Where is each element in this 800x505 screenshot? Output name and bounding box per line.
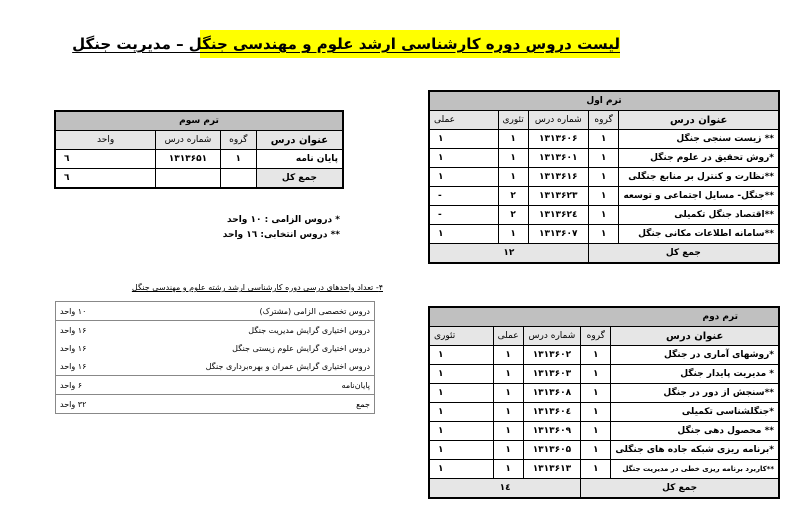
unit-label: پایان‌نامه xyxy=(134,376,375,395)
unit-value: ۱۶ واحد xyxy=(60,325,87,335)
course-group: ۱ xyxy=(581,346,611,365)
term2-heading: ترم دوم xyxy=(429,307,779,327)
table-row xyxy=(55,150,343,169)
table-row xyxy=(429,206,779,225)
table-row xyxy=(56,302,375,321)
unit-label: دروس اختیاری گرایش عمران و بهره‌برداری جنگل xyxy=(134,357,375,376)
col-course-code: شماره درس xyxy=(528,111,588,130)
course-group: ۱ xyxy=(581,422,611,441)
col-units: واحد xyxy=(55,131,156,150)
course-code: ۱۳۱۳۶۵۱ xyxy=(156,150,220,169)
course-theory: ۱ xyxy=(498,149,528,168)
term1-total-value: ۱۲ xyxy=(429,244,588,264)
course-name: ** محصول دهی جنگل xyxy=(611,422,779,441)
course-name: * مدیریت پایدار جنگل xyxy=(611,365,779,384)
table-row xyxy=(56,376,375,395)
course-name: ** زیست سنجی جنگل xyxy=(619,130,779,149)
course-name: پایان نامه xyxy=(256,150,343,169)
col-course-title: عنوان درس xyxy=(611,327,779,346)
unit-value: ۱۰ واحد xyxy=(56,302,135,321)
course-practical: ۱ xyxy=(429,130,498,149)
section4-title: ۴- تعداد واحدهای درسی دوره کارشناسی ارشد رشته علوم و مهندسی جنگل xyxy=(131,283,383,292)
course-practical: - xyxy=(429,206,498,225)
col-theory: تئوری xyxy=(429,327,493,346)
table-row xyxy=(429,225,779,244)
course-theory: ۱ xyxy=(429,346,493,365)
course-name: *روش تحقیق در علوم جنگل xyxy=(619,149,779,168)
course-group: ۱ xyxy=(588,168,619,187)
course-code: ۱۳۱۳۶۱۳ xyxy=(523,460,581,479)
course-code: ۱۳۱۳۶۰۷ xyxy=(528,225,588,244)
course-code: ۱۳۱۳۶۰٤ xyxy=(523,403,581,422)
col-practical: عملی xyxy=(493,327,523,346)
table-row xyxy=(429,365,779,384)
table-row xyxy=(429,130,779,149)
course-code: ۱۳۱۳۶۲٤ xyxy=(528,206,588,225)
course-group: ۱ xyxy=(581,384,611,403)
term2-table xyxy=(428,306,780,499)
course-name: **سامانه اطلاعات مکانی جنگل xyxy=(619,225,779,244)
course-group: ۱ xyxy=(581,441,611,460)
table-row xyxy=(56,321,375,340)
empty-cell xyxy=(156,169,220,189)
table-row xyxy=(429,168,779,187)
course-practical: ۱ xyxy=(429,225,498,244)
col-course-code: شماره درس xyxy=(523,327,581,346)
course-theory: ۲ xyxy=(498,187,528,206)
course-practical: ۱ xyxy=(429,149,498,168)
course-code: ۱۳۱۳۶۰۵ xyxy=(523,441,581,460)
course-practical: ۱ xyxy=(493,403,523,422)
units-summary-table xyxy=(55,301,375,414)
col-course-code: شماره درس xyxy=(156,131,220,150)
course-group: ۱ xyxy=(220,150,256,169)
empty-cell xyxy=(220,169,256,189)
table-row xyxy=(429,441,779,460)
course-group: ۱ xyxy=(588,225,619,244)
unit-value: ۱۶ واحد xyxy=(56,357,135,376)
course-practical: - xyxy=(429,187,498,206)
course-units: ٦ xyxy=(55,150,156,169)
unit-value: ۶ واحد xyxy=(56,376,135,395)
col-group: گروه xyxy=(220,131,256,150)
course-theory: ۱ xyxy=(429,422,493,441)
course-code: ۱۳۱۳۶۲۳ xyxy=(528,187,588,206)
col-group: گروه xyxy=(581,327,611,346)
table-row xyxy=(429,346,779,365)
course-theory: ۱ xyxy=(498,130,528,149)
course-code: ۱۳۱۳۶۰۹ xyxy=(523,422,581,441)
table-row xyxy=(429,422,779,441)
course-name: **نظارت و کنترل بر منابع جنگلی xyxy=(619,168,779,187)
course-practical: ۱ xyxy=(493,422,523,441)
term2-total-value: ۱٤ xyxy=(429,479,581,499)
course-code: ۱۳۱۳۶۱۶ xyxy=(528,168,588,187)
course-practical: ۱ xyxy=(493,384,523,403)
col-group: گروه xyxy=(588,111,619,130)
term2-total-label: جمع کل xyxy=(581,479,779,499)
table-row xyxy=(429,149,779,168)
course-code: ۱۳۱۳۶۰۱ xyxy=(528,149,588,168)
col-course-title: عنوان درس xyxy=(619,111,779,130)
course-theory: ۱ xyxy=(498,225,528,244)
course-group: ۱ xyxy=(588,206,619,225)
unit-label: دروس تخصصی الزامی (مشترک) xyxy=(134,302,375,321)
course-group: ۱ xyxy=(581,403,611,422)
course-name: *جنگلشناسی تکمیلی xyxy=(611,403,779,422)
unit-label: جمع xyxy=(356,399,370,409)
term1-total-label: جمع کل xyxy=(588,244,779,264)
col-theory: تئوری xyxy=(498,111,528,130)
course-practical: ۱ xyxy=(493,365,523,384)
course-name: **اقتصاد جنگل تکمیلی xyxy=(619,206,779,225)
course-practical: ۱ xyxy=(493,441,523,460)
course-group: ۱ xyxy=(581,365,611,384)
course-code: ۱۳۱۳۶۰۶ xyxy=(528,130,588,149)
course-group: ۱ xyxy=(588,130,619,149)
course-name: **سنجش از دور در جنگل xyxy=(611,384,779,403)
course-theory: ۱ xyxy=(429,441,493,460)
col-course-title: عنوان درس xyxy=(256,131,343,150)
elective-note: ** دروس انتخابی: ۱٦ واحد xyxy=(222,230,340,240)
course-theory: ۱ xyxy=(429,403,493,422)
course-practical: ۱ xyxy=(429,168,498,187)
unit-label: دروس اختیاری گرایش مدیریت جنگل xyxy=(248,325,370,335)
table-row xyxy=(56,357,375,376)
course-theory: ۱ xyxy=(429,365,493,384)
page-title: لیست دروس دوره کارشناسی ارشد علوم و مهندسی جنگل – مدیریت جنگل xyxy=(200,30,620,58)
table-row xyxy=(429,187,779,206)
course-code: ۱۳۱۳۶۰۲ xyxy=(523,346,581,365)
course-code: ۱۳۱۳۶۰۳ xyxy=(523,365,581,384)
term1-table xyxy=(428,90,780,264)
course-group: ۱ xyxy=(588,149,619,168)
course-name: *روشهای آماری در جنگل xyxy=(611,346,779,365)
unit-value: ۳۲ واحد xyxy=(60,399,87,409)
course-theory: ۱ xyxy=(498,168,528,187)
course-theory: ۱ xyxy=(429,460,493,479)
course-name: *برنامه ریزی شبکه جاده های جنگلی xyxy=(611,441,779,460)
mandatory-note: * دروس الزامی : ۱۰ واحد xyxy=(227,215,340,225)
course-theory: ۲ xyxy=(498,206,528,225)
legend-notes xyxy=(160,213,340,243)
course-theory: ۱ xyxy=(429,384,493,403)
unit-label: دروس اختیاری گرایش علوم زیستی جنگل xyxy=(232,343,370,353)
table-row xyxy=(56,339,375,357)
table-row xyxy=(429,403,779,422)
course-group: ۱ xyxy=(581,460,611,479)
course-name: **کاربرد برنامه ریزی خطی در مدیریت جنگل xyxy=(611,460,779,479)
course-group: ۱ xyxy=(588,187,619,206)
unit-value: ۱۶ واحد xyxy=(60,343,87,353)
term3-table xyxy=(54,110,344,189)
table-row xyxy=(56,395,375,414)
col-practical: عملی xyxy=(429,111,498,130)
term3-total-value: ٦ xyxy=(55,169,156,189)
term3-total-label: جمع کل xyxy=(256,169,343,189)
course-practical: ۱ xyxy=(493,346,523,365)
table-row xyxy=(429,460,779,479)
course-practical: ۱ xyxy=(493,460,523,479)
table-row xyxy=(429,384,779,403)
term1-heading: ترم اول xyxy=(429,91,779,111)
course-code: ۱۳۱۳۶۰۸ xyxy=(523,384,581,403)
course-name: **جنگل- مسایل اجتماعی و توسعه xyxy=(619,187,779,206)
term3-heading: ترم سوم xyxy=(55,111,343,131)
